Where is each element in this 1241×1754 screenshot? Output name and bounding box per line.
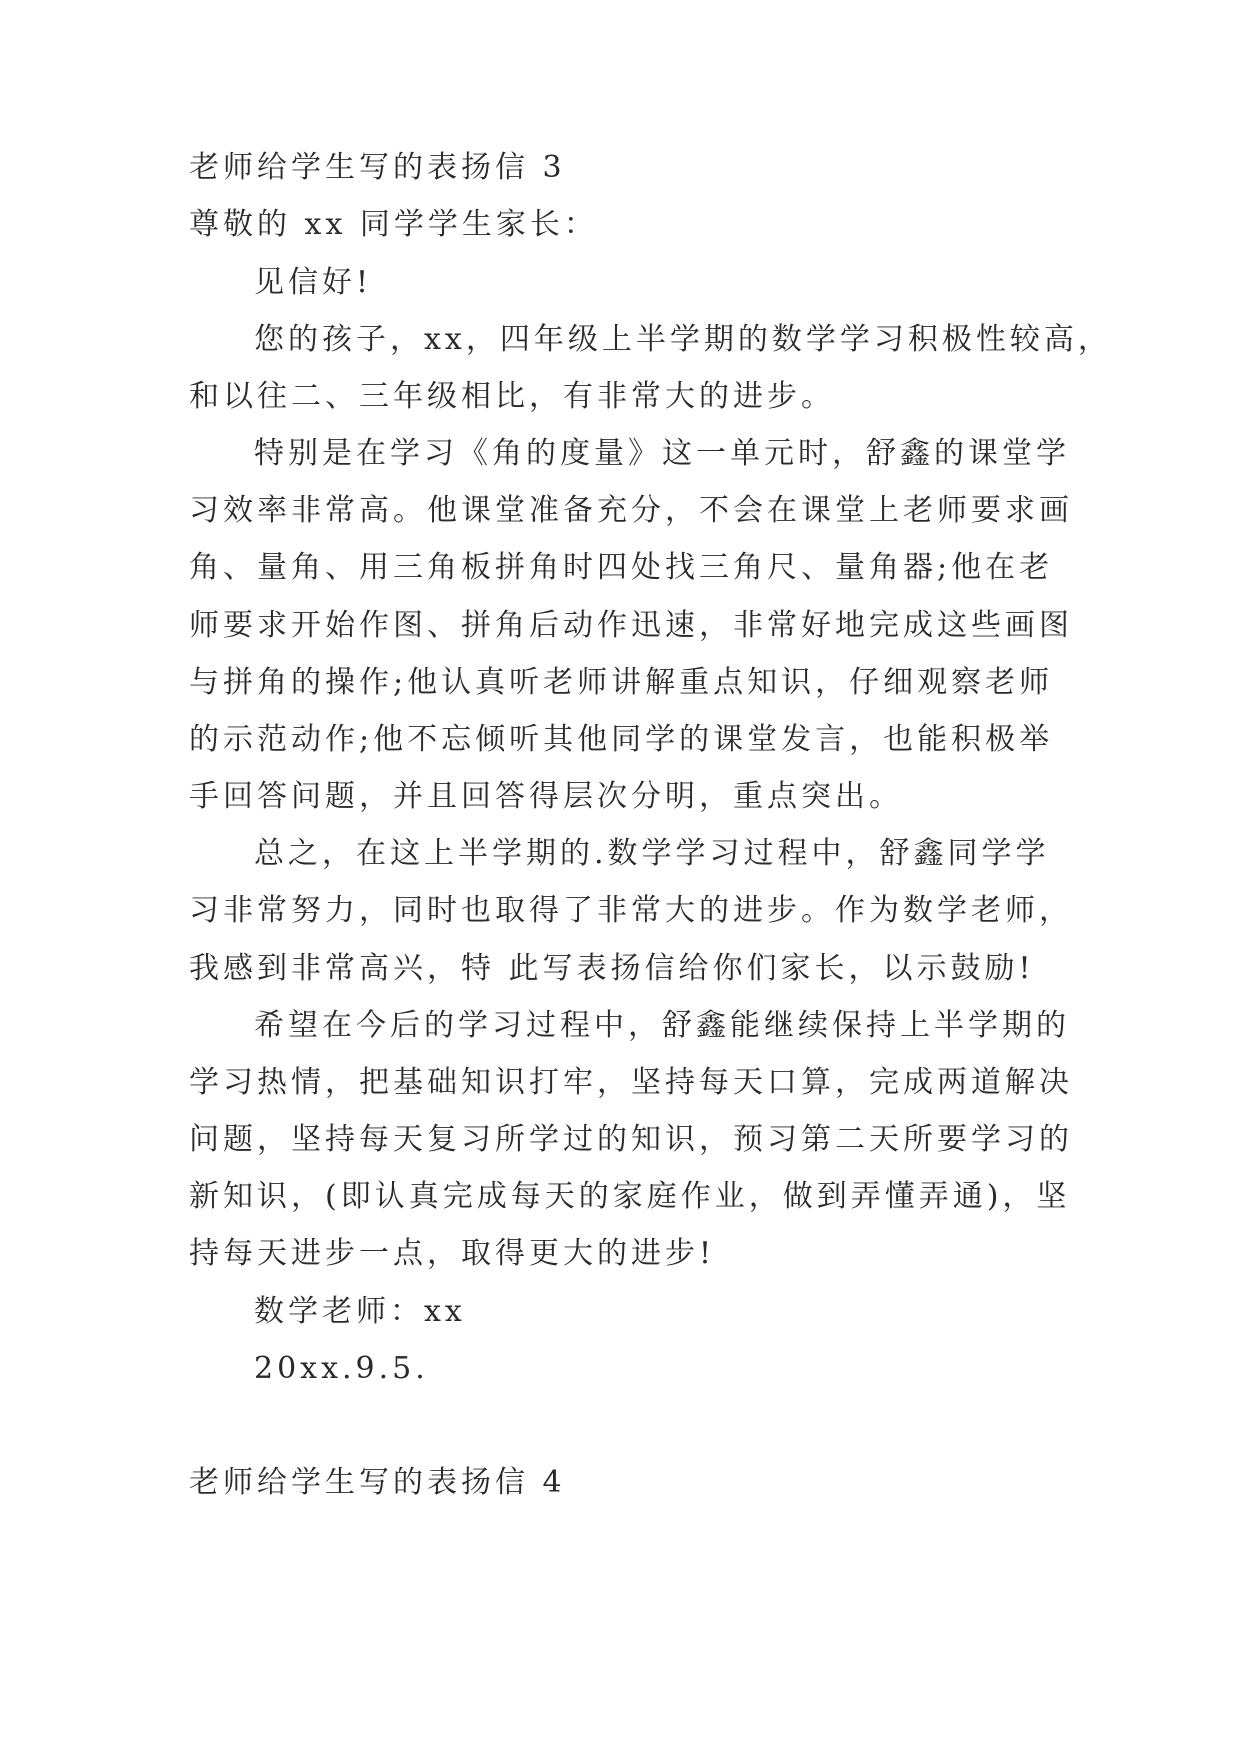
paragraph-2-line: 与拼角的操作;他认真听老师讲解重点知识，仔细观察老师	[189, 665, 1054, 700]
paragraph-4-line: 希望在今后的学习过程中，舒鑫能继续保持上半学期的	[254, 1008, 1070, 1043]
salutation: 尊敬的 xx 同学学生家长：	[189, 207, 598, 242]
paragraph-2-line: 手回答问题，并且回答得层次分明，重点突出。	[189, 779, 903, 814]
paragraph-3-line: 我感到非常高兴，特 此写表扬信给你们家长，以示鼓励!	[189, 951, 1035, 986]
paragraph-2-line: 特别是在学习《角的度量》这一单元时，舒鑫的课堂学	[254, 436, 1070, 471]
paragraph-2-line: 角、量角、用三角板拼角时四处找三角尺、量角器;他在老	[189, 550, 1054, 585]
paragraph-4-line: 问题，坚持每天复习所学过的知识，预习第二天所要学习的	[189, 1122, 1073, 1157]
paragraph-1-line: 您的孩子，xx，四年级上半学期的数学学习积极性较高，	[254, 322, 1112, 357]
date: 20xx.9.5.	[254, 1351, 429, 1386]
paragraph-4-line: 新知识，(即认真完成每天的家庭作业，做到弄懂弄通)，坚	[189, 1179, 1071, 1214]
paragraph-2-line: 师要求开始作图、拼角后动作迅速，非常好地完成这些画图	[189, 608, 1073, 643]
paragraph-4-line: 持每天进步一点，取得更大的进步!	[189, 1236, 716, 1271]
signature: 数学老师：xx	[254, 1294, 466, 1329]
letter-3-title: 老师给学生写的表扬信 3	[189, 150, 566, 185]
paragraph-1-line: 和以往二、三年级相比，有非常大的进步。	[189, 379, 835, 414]
paragraph-2-line: 习效率非常高。他课堂准备充分，不会在课堂上老师要求画	[189, 493, 1073, 528]
paragraph-4-line: 学习热情，把基础知识打牢，坚持每天口算，完成两道解决	[189, 1065, 1073, 1100]
greeting: 见信好!	[254, 265, 373, 300]
paragraph-2-line: 的示范动作;他不忘倾听其他同学的课堂发言，也能积极举	[189, 722, 1054, 757]
letter-4-title: 老师给学生写的表扬信 4	[189, 1465, 566, 1500]
paragraph-3-line: 总之，在这上半学期的.数学学习过程中，舒鑫同学学	[254, 836, 1050, 871]
paragraph-3-line: 习非常努力，同时也取得了非常大的进步。作为数学老师，	[189, 893, 1073, 928]
